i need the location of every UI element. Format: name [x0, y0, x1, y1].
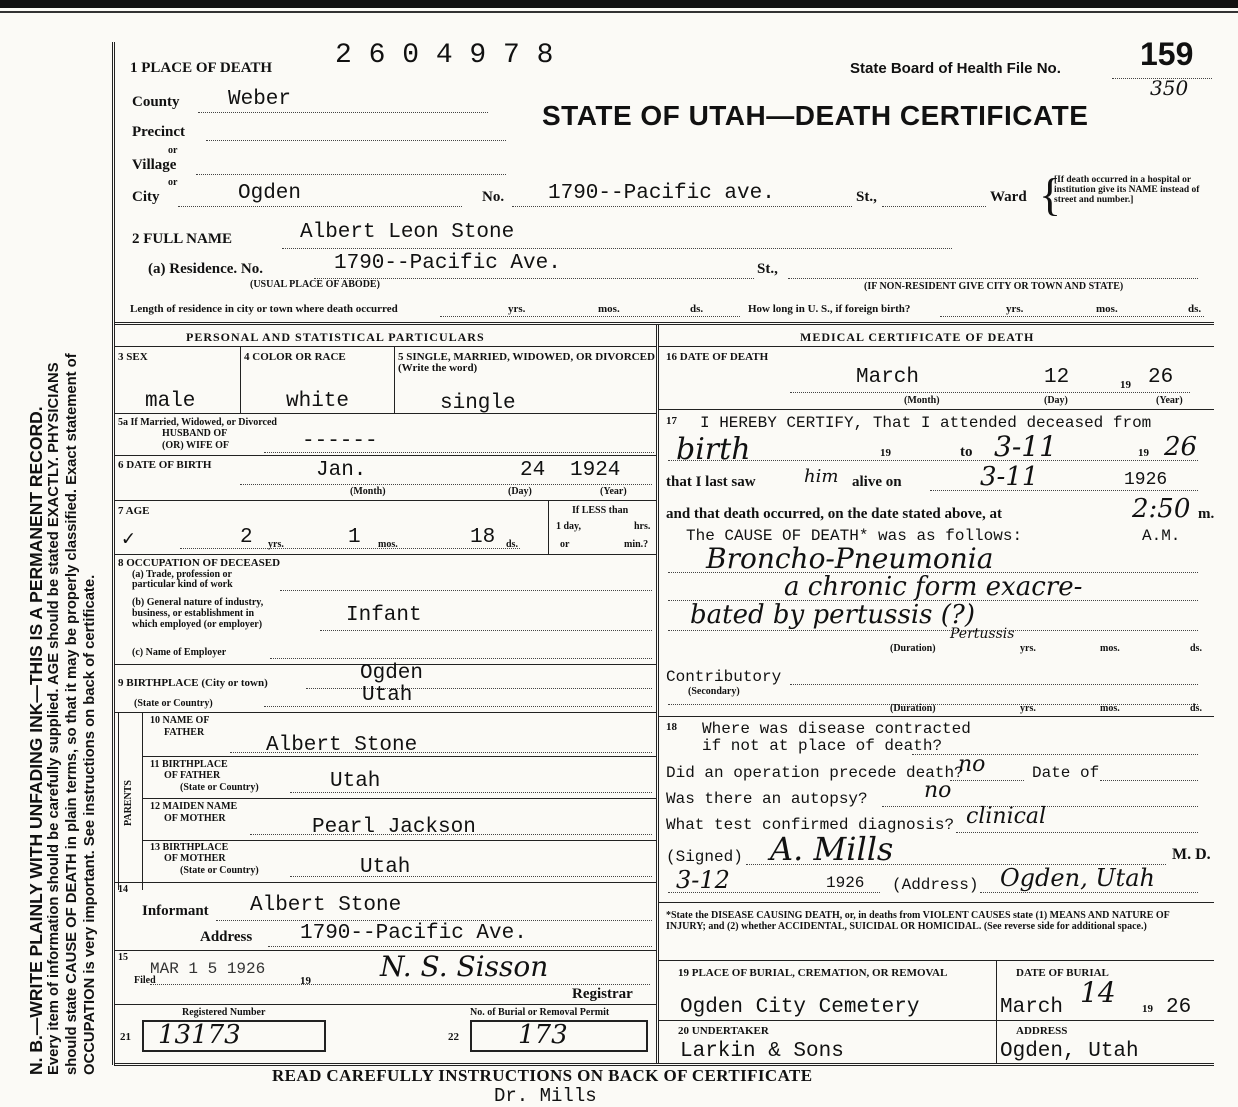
dob-month: Jan.	[316, 459, 367, 482]
registered-number-label: Registered Number	[182, 1007, 266, 1018]
us-yrs: yrs.	[1006, 303, 1024, 315]
dod-year-cap: (Year)	[1156, 395, 1183, 406]
file-no: 159	[1140, 36, 1194, 72]
city-value: Ogden	[238, 182, 302, 205]
full-name-label: 2 FULL NAME	[132, 231, 233, 247]
attended-19: 19	[880, 447, 891, 459]
length-of-residence-label: Length of residence in city or town where death occurred	[130, 303, 398, 315]
dod-day-cap: (Day)	[1044, 395, 1068, 406]
duration-mos-1: mos.	[1100, 643, 1120, 654]
duration-mos-2: mos.	[1100, 703, 1120, 714]
residence-label: (a) Residence. No.	[148, 261, 263, 277]
informant-address-label: Address	[200, 929, 253, 945]
no-value: 1790--Pacific ave.	[548, 182, 775, 205]
sidebar-line-4: OCCUPATION is very important. See instructions on back of certificate.	[82, 574, 98, 1075]
precinct-line	[206, 140, 506, 141]
us-line	[940, 316, 1204, 317]
county-label: County	[132, 94, 180, 110]
filed-label: Filed	[134, 975, 156, 986]
occupation-value: Infant	[346, 604, 422, 627]
father-label-2: FATHER	[164, 727, 205, 738]
burial-address-label: ADDRESS	[1016, 1025, 1068, 1037]
burial-permit-value: 173	[518, 1020, 568, 1050]
test-label: What test confirmed diagnosis?	[666, 816, 955, 834]
dod-label: 16 DATE OF DEATH	[666, 351, 769, 363]
mother-bp-label-1: 13 BIRTHPLACE	[150, 842, 229, 853]
cause-label: The CAUSE OF DEATH* was as follows:	[686, 527, 1023, 545]
signed-address-label: (Address)	[892, 876, 979, 894]
spouse-label-3: (OR) WIFE OF	[162, 440, 230, 451]
registrar-label: Registrar	[572, 986, 633, 1002]
contributory-label: Contributory	[666, 668, 782, 686]
or-1: or	[168, 145, 178, 156]
instructions-footer: READ CAREFULLY INSTRUCTIONS ON BACK OF CERTIFICATE	[272, 1066, 813, 1085]
signed-label: (Signed)	[666, 848, 743, 866]
sidebar-line-3: should state CAUSE OF DEATH in plain terms, so that it may be properly classified. Exact statement of	[64, 353, 80, 1075]
age-label: 7 AGE	[118, 505, 150, 517]
footnote: *State the DISEASE CAUSING DEATH, or, in deaths from VIOLENT CAUSES state (1) MEANS AND NATURE OF INJURY; and (2) whether ACCIDENTAL, SUICIDAL OR HOMICIDAL. (See reverse side for additional space.)	[666, 910, 1170, 932]
mother-bp-state-cap: (State or Country)	[180, 865, 259, 876]
autopsy-value: no	[924, 778, 952, 803]
birthplace-state-cap: (State or Country)	[134, 698, 213, 709]
q18-line-1: Where was disease contracted	[702, 720, 971, 738]
undertaker-label: 20 UNDERTAKER	[678, 1025, 769, 1037]
num-21: 21	[120, 1031, 131, 1043]
st-line	[882, 206, 986, 207]
ward-note: [If death occurred in a hospital or institution give its NAME instead of street and number.]	[1054, 175, 1200, 205]
no-label: No.	[482, 189, 505, 205]
sidebar-line-2: Every item of information should be carefully supplied. AGE should be stated EXACTLY. PHYSICIANS	[46, 362, 62, 1075]
father-label-1: 10 NAME OF	[150, 715, 210, 726]
father-bp-label-2: OF FATHER	[164, 770, 221, 781]
occ-a1: (a) Trade, profession or	[132, 569, 232, 580]
burial-date-19: 19	[1142, 1003, 1153, 1015]
burial-address-value: Ogden, Utah	[1000, 1040, 1139, 1063]
num-22: 22	[448, 1031, 459, 1043]
duration-ds-2: ds.	[1190, 703, 1202, 714]
dob-year-cap: (Year)	[600, 486, 627, 497]
age-yrs: 2	[240, 526, 253, 549]
q18-num: 18	[666, 721, 677, 733]
occupation-label: 8 OCCUPATION OF DECEASED	[118, 557, 281, 569]
death-time-text: and that death occurred, on the date stated above, at	[666, 506, 1002, 522]
us-mos: mos.	[1096, 303, 1118, 315]
occ-b2: business, or establishment in	[132, 608, 255, 619]
nonresident-caption: (IF NON-RESIDENT GIVE CITY OR TOWN AND STATE)	[864, 281, 1124, 292]
file-no-label: State Board of Health File No.	[850, 60, 1061, 77]
secondary-cap: (Secondary)	[688, 686, 740, 697]
occ-a2: particular kind of work	[132, 579, 233, 590]
personal-title-rule	[114, 346, 657, 347]
or-label: or	[560, 539, 570, 550]
registrar-signature: N. S. Sisson	[380, 950, 549, 983]
certify-num: 17	[666, 415, 677, 427]
length-line	[440, 316, 740, 317]
filed-num: 15	[118, 952, 128, 963]
autopsy-label: Was there an autopsy?	[666, 790, 868, 808]
residence-st-line	[788, 278, 1198, 279]
duration-cap-2: (Duration)	[890, 703, 936, 714]
place-of-death-label: 1 PLACE OF DEATH	[130, 60, 273, 76]
sidebar-line-1: N. B.—WRITE PLAINLY WITH UNFADING INK—THIS IS A PERMANENT RECORD.	[26, 406, 46, 1075]
age-yrs-cap: yrs.	[268, 539, 284, 550]
min-label: min.?	[624, 539, 649, 550]
ward-label: Ward	[990, 189, 1027, 205]
last-saw-pronoun: him	[804, 466, 839, 487]
residence-value: 1790--Pacific Ave.	[334, 252, 561, 275]
date-of-label: Date of	[1032, 764, 1100, 782]
top-border	[0, 0, 1238, 8]
st-label: St.,	[856, 189, 877, 205]
file-no-note: 350	[1150, 76, 1189, 100]
md-label: M. D.	[1172, 846, 1211, 863]
no-line	[512, 206, 852, 207]
age-ds: 18	[470, 526, 496, 549]
burial-date-month: March	[1000, 996, 1064, 1019]
attended-year: 26	[1164, 432, 1198, 462]
certify-text: I HEREBY CERTIFY, That I attended deceased from	[700, 414, 1152, 432]
father-bp-label-1: 11 BIRTHPLACE	[150, 759, 228, 770]
occ-b3: which employed (or employer)	[132, 619, 263, 630]
informant-num: 14	[118, 884, 128, 895]
sex-label: 3 SEX	[118, 351, 148, 363]
us-ds: ds.	[1188, 303, 1202, 315]
color-label: 4 COLOR OR RACE	[244, 351, 346, 363]
parents-label: PARENTS	[123, 780, 134, 826]
filed-date: MAR 1 5 1926	[150, 960, 266, 978]
county-line	[198, 112, 488, 113]
q18-line-2: if not at place of death?	[702, 737, 943, 755]
age-mos: 1	[348, 526, 361, 549]
spouse-value: ------	[302, 430, 378, 453]
village-label: Village	[132, 157, 177, 173]
city-line	[178, 206, 462, 207]
ward-brace: {	[1039, 169, 1062, 220]
attended-19b: 19	[1138, 447, 1149, 459]
dod-month: March	[856, 366, 920, 389]
attended-from: birth	[676, 432, 751, 467]
signed-date: 3-12	[676, 866, 730, 894]
dod-year: 26	[1148, 366, 1174, 389]
signed-address: Ogden, Utah	[1000, 864, 1155, 892]
birthplace-label: 9 BIRTHPLACE (City or town)	[118, 677, 268, 689]
duration-ds-1: ds.	[1190, 643, 1202, 654]
or-2: or	[168, 177, 178, 188]
certificate-number: 2 6 0 4 9 7 8	[335, 40, 554, 71]
operation-value: no	[958, 752, 986, 777]
father-bp-value: Utah	[330, 770, 381, 793]
birthplace-city: Ogden	[360, 662, 424, 685]
form-mid-border	[114, 322, 1214, 325]
birthplace-state: Utah	[362, 684, 413, 707]
undertaker-value: Larkin & Sons	[680, 1040, 844, 1063]
signed-year: 1926	[826, 874, 865, 892]
mother-bp-value: Utah	[360, 856, 411, 879]
burial-date-label: DATE OF BURIAL	[1016, 967, 1109, 979]
dod-19: 19	[1120, 379, 1131, 391]
mother-bp-label-2: OF MOTHER	[164, 853, 226, 864]
duration-cap-1: (Duration)	[890, 643, 936, 654]
informant-value: Albert Stone	[250, 894, 402, 917]
test-value: clinical	[966, 804, 1047, 829]
cause-line-1: Broncho-Pneumonia	[706, 542, 994, 575]
burial-date-day: 14	[1080, 976, 1116, 1009]
mother-label-2: OF MOTHER	[164, 813, 226, 824]
registered-number: 13173	[158, 1020, 241, 1050]
village-line	[196, 174, 506, 175]
marital-label: 5 SINGLE, MARRIED, WIDOWED, OR DIVORCED (Write the word)	[398, 351, 655, 374]
county-value: Weber	[228, 88, 292, 111]
last-saw-date: 3-11	[980, 462, 1039, 492]
full-name-line	[282, 248, 952, 249]
burial-place-label: 19 PLACE OF BURIAL, CREMATION, OR REMOVAL	[678, 967, 948, 979]
death-time: 2:50	[1132, 494, 1191, 524]
dob-year: 1924	[570, 459, 621, 482]
last-saw-year: 1926	[1124, 470, 1168, 490]
length-mos: mos.	[598, 303, 620, 315]
color-value: white	[286, 390, 350, 413]
dod-day: 12	[1044, 366, 1070, 389]
operation-label: Did an operation precede death?	[666, 764, 964, 782]
informant-address-value: 1790--Pacific Ave.	[300, 922, 527, 945]
burial-date-year: 26	[1166, 996, 1192, 1019]
certificate-title: STATE OF UTAH—DEATH CERTIFICATE	[542, 100, 1089, 131]
marital-value: single	[440, 392, 516, 415]
age-tick: ✓	[122, 529, 135, 552]
dob-label: 6 DATE OF BIRTH	[118, 459, 212, 471]
one-day-label: 1 day,	[556, 521, 582, 532]
medical-section-title: MEDICAL CERTIFICATE OF DEATH	[800, 330, 1035, 344]
physician-name-footer: Dr. Mills	[494, 1085, 597, 1107]
age-mos-cap: mos.	[378, 539, 398, 550]
top-border-inner	[0, 11, 1238, 13]
column-divider	[656, 324, 659, 1064]
father-bp-state-cap: (State or Country)	[180, 782, 259, 793]
filed-19: 19	[300, 975, 311, 987]
mother-label-1: 12 MAIDEN NAME	[150, 801, 238, 812]
father-value: Albert Stone	[266, 734, 418, 757]
length-ds: ds.	[690, 303, 704, 315]
mother-value: Pearl Jackson	[312, 816, 476, 839]
burial-place-value: Ogden City Cemetery	[680, 996, 920, 1019]
occ-b1: (b) General nature of industry,	[132, 597, 264, 608]
last-saw-label: that I last saw	[666, 474, 756, 490]
employer-label: (c) Name of Employer	[132, 647, 227, 658]
alive-on-label: alive on	[852, 474, 902, 490]
less-than-label: If LESS than	[572, 505, 629, 516]
physician-signature: A. Mills	[770, 830, 894, 868]
dod-month-cap: (Month)	[904, 395, 940, 406]
residence-line	[314, 278, 754, 279]
cause-line-3: bated by pertussis (?)	[690, 600, 975, 630]
to-label: to	[960, 444, 973, 460]
age-ds-cap: ds.	[506, 539, 518, 550]
sex-value: male	[145, 390, 196, 413]
am-pm: A.M.	[1142, 527, 1181, 545]
dob-month-cap: (Month)	[350, 486, 386, 497]
personal-section-title: PERSONAL AND STATISTICAL PARTICULARS	[186, 330, 485, 344]
residence-st-label: St.,	[757, 261, 778, 277]
us-label: How long in U. S., if foreign birth?	[748, 303, 911, 315]
dob-day: 24	[520, 459, 546, 482]
spouse-label-2: HUSBAND OF	[162, 428, 228, 439]
attended-to: 3-11	[994, 430, 1057, 463]
informant-label: Informant	[142, 903, 209, 919]
dob-day-cap: (Day)	[508, 486, 532, 497]
city-label: City	[132, 189, 160, 205]
burial-permit-label: No. of Burial or Removal Permit	[470, 1007, 610, 1018]
precinct-label: Precinct	[132, 124, 186, 140]
cause-line-2: a chronic form exacre-	[784, 572, 1083, 602]
length-yrs: yrs.	[508, 303, 526, 315]
duration-yrs-1: yrs.	[1020, 643, 1036, 654]
spouse-label-1: 5a If Married, Widowed, or Divorced	[118, 417, 277, 428]
duration-yrs-2: yrs.	[1020, 703, 1036, 714]
usual-abode-caption: (USUAL PLACE OF ABODE)	[250, 279, 380, 290]
cause-line-4: Pertussis	[950, 626, 1015, 642]
m-label: m.	[1198, 506, 1215, 522]
hrs-label: hrs.	[634, 521, 651, 532]
full-name-value: Albert Leon Stone	[300, 221, 515, 244]
